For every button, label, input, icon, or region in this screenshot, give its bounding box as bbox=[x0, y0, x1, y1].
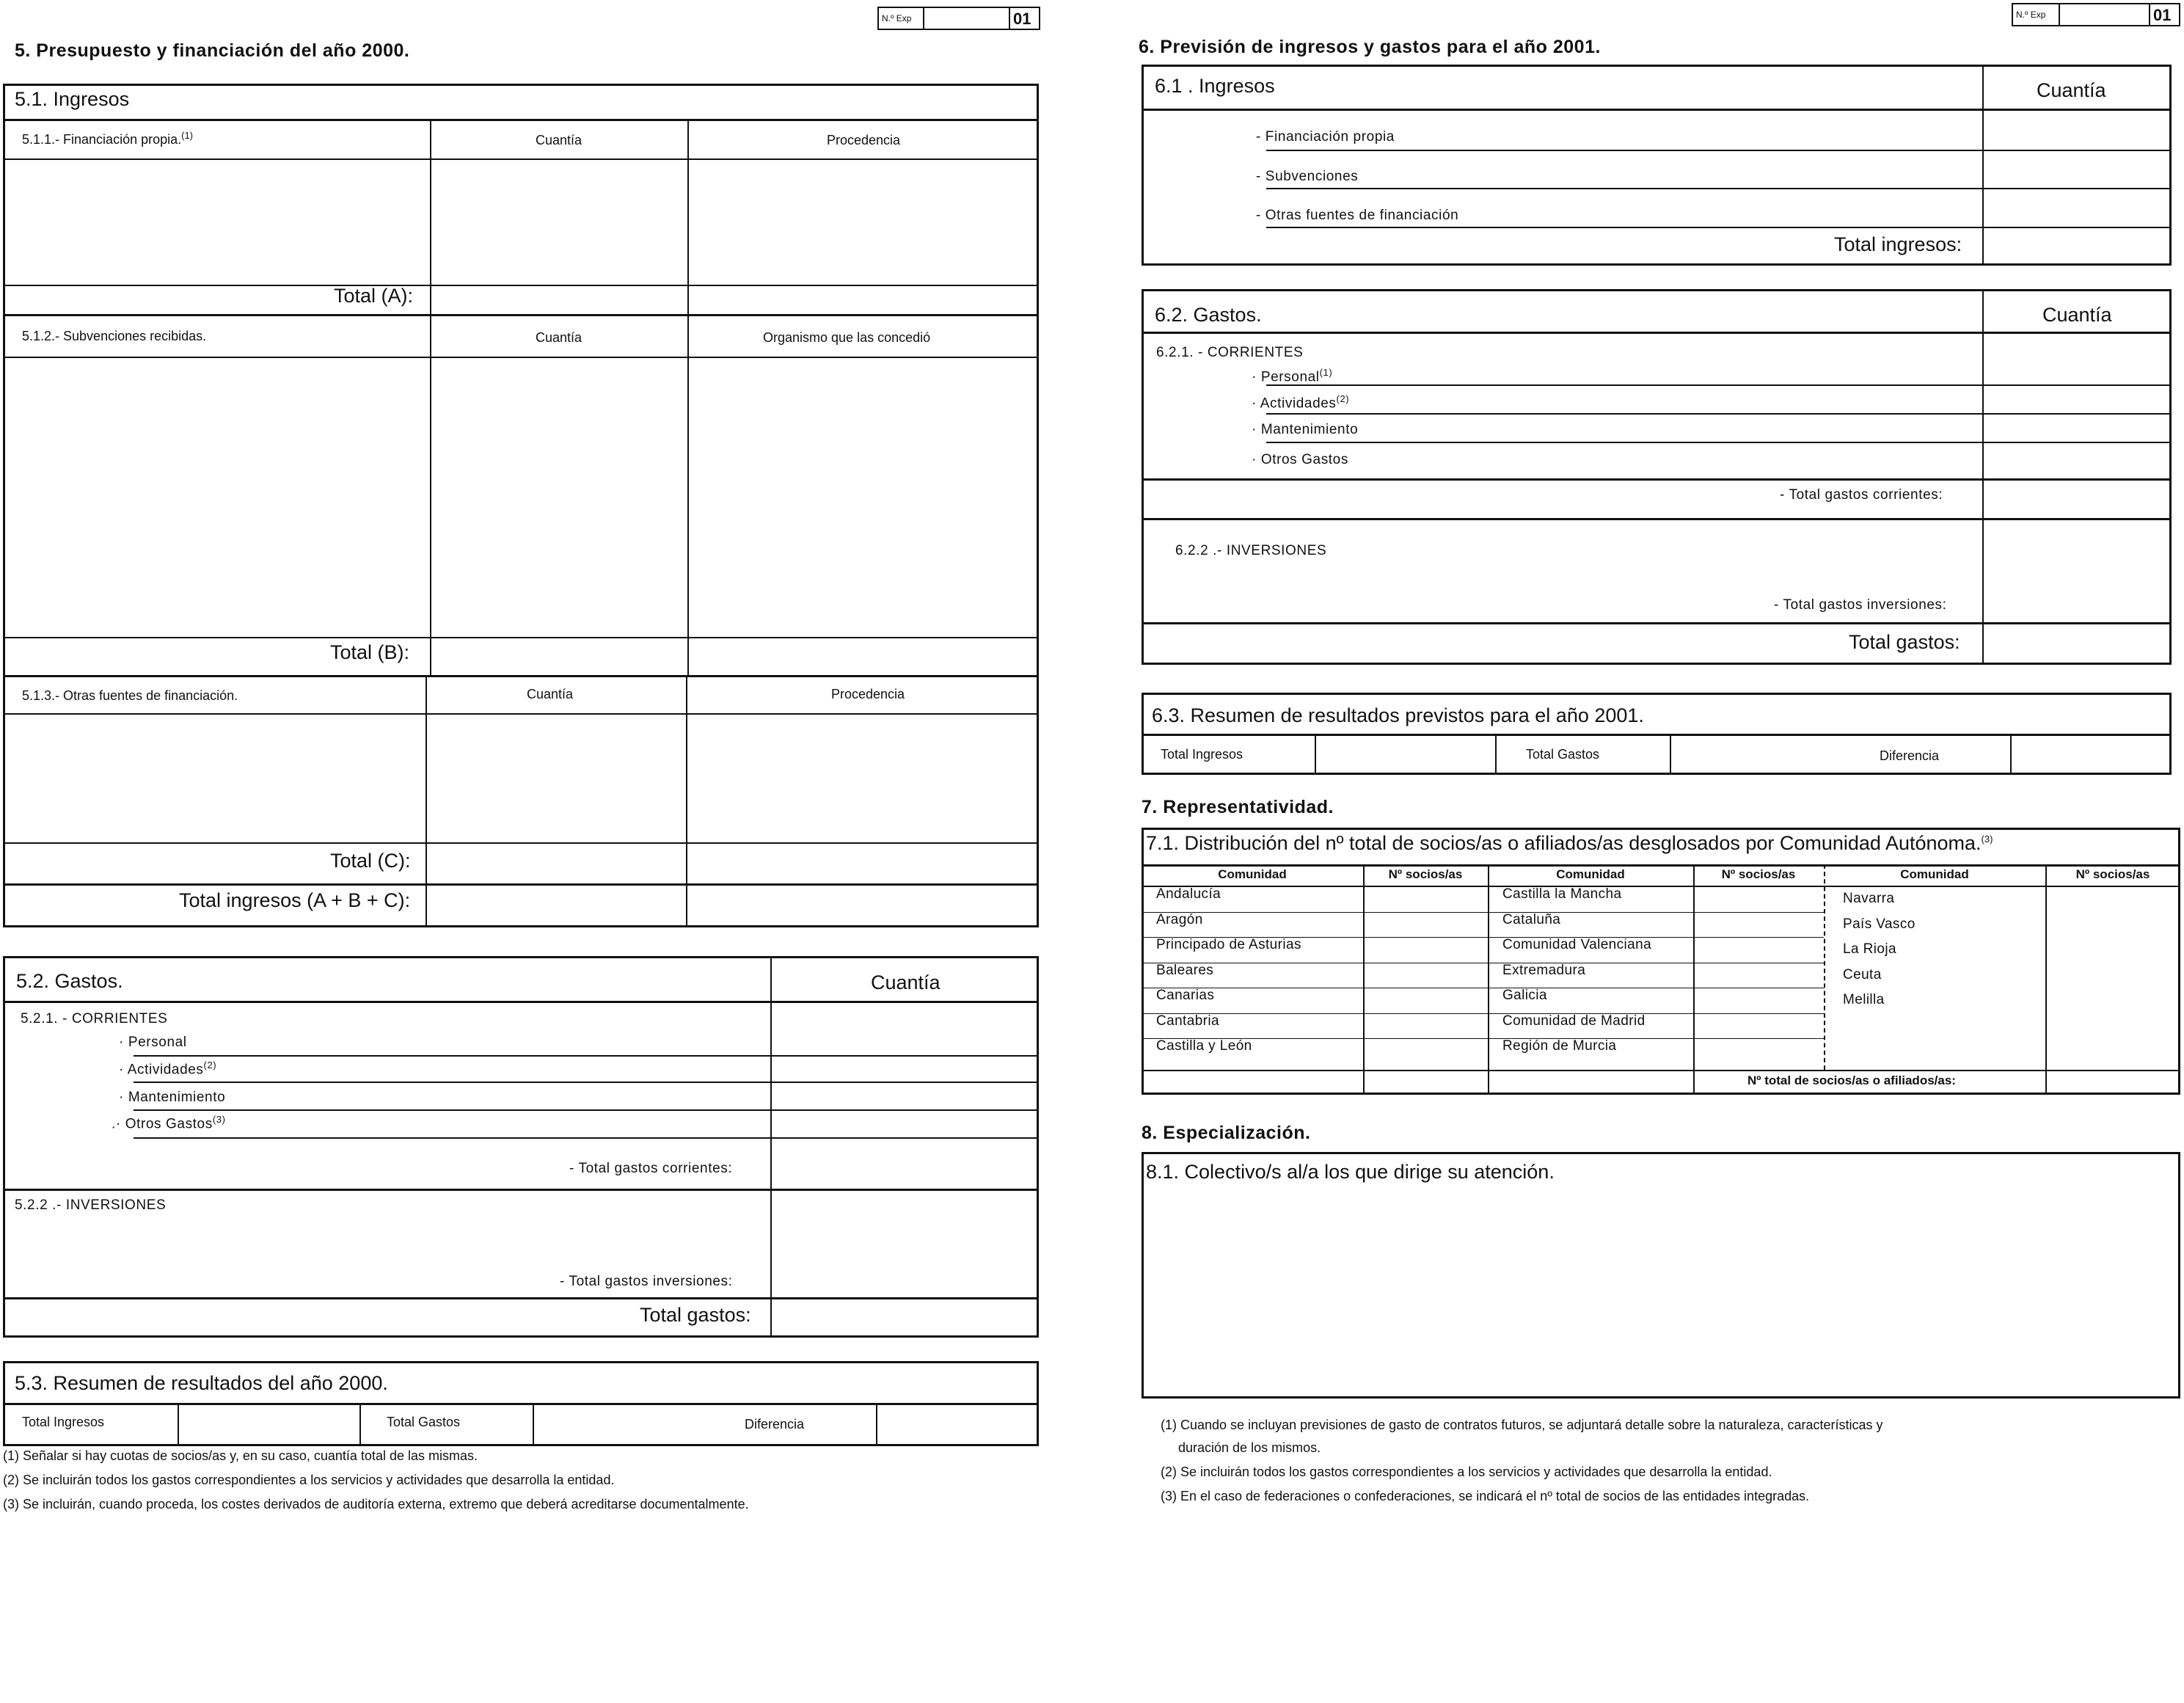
comunidad-label: Navarra bbox=[1843, 891, 1895, 906]
total-gastos-label: Total gastos: bbox=[640, 1304, 751, 1326]
column-header-cuantia: Cuantía bbox=[536, 133, 582, 147]
column-header-cuantia: Cuantía bbox=[527, 687, 574, 701]
corrientes-heading: 6.2.1. - CORRIENTES bbox=[1156, 345, 1304, 360]
footnote-2: (2) Se incluirán todos los gastos correspondientes a los servicios y actividades que desarrolla la entidad. bbox=[1161, 1465, 1772, 1479]
gasto-otros-label: · Otros Gastos bbox=[1252, 452, 1348, 467]
expediente-label: N.º Exp bbox=[882, 13, 912, 23]
subvenciones-organismo-field[interactable] bbox=[692, 362, 1035, 632]
row-5-1-2-label: 5.1.2.- Subvenciones recibidas. bbox=[22, 329, 207, 343]
column-header-socios: Nº socios/as bbox=[1388, 867, 1463, 881]
resumen-total-ingresos-label: Total Ingresos bbox=[22, 1415, 105, 1429]
total-gastos-inversiones-label: - Total gastos inversiones: bbox=[560, 1274, 733, 1289]
section-6-1-title: 6.1 . Ingresos bbox=[1155, 75, 1275, 97]
gasto-mantenimiento-label: · Mantenimiento bbox=[119, 1090, 226, 1105]
column-header-socios: Nº socios/as bbox=[1721, 867, 1796, 881]
gasto-personal-label: · Personal$^{(1)}$ bbox=[1252, 367, 1333, 385]
section-5-1-title: 5.1. Ingresos bbox=[15, 88, 130, 110]
section-6-3-title: 6.3. Resumen de resultados previstos para el año 2001. bbox=[1152, 704, 1644, 726]
column-header-cuantia: Cuantía bbox=[871, 971, 941, 993]
column-header-comunidad: Comunidad bbox=[1556, 867, 1625, 881]
expediente-code: 01 bbox=[2153, 6, 2172, 24]
resumen-total-gastos-label: Total Gastos bbox=[387, 1415, 461, 1429]
expediente-box bbox=[877, 7, 1040, 30]
comunidad-label: Región de Murcia bbox=[1502, 1038, 1617, 1054]
comunidad-label: Galicia bbox=[1502, 988, 1547, 1003]
ingreso-otras-fuentes-label: - Otras fuentes de financiación bbox=[1256, 208, 1459, 223]
gasto-mantenimiento-label: · Mantenimiento bbox=[1252, 422, 1359, 437]
colectivos-textarea[interactable] bbox=[1149, 1192, 2176, 1394]
total-a-label: Total (A): bbox=[334, 285, 414, 307]
comunidad-label: País Vasco bbox=[1843, 916, 1915, 932]
otras-fuentes-cuantia-field[interactable] bbox=[430, 719, 684, 838]
gasto-actividades-label: · Actividades$^{(2)}$ bbox=[1252, 393, 1350, 412]
inversiones-heading: 6.2.2 .- INVERSIONES bbox=[1175, 543, 1327, 558]
expediente-box bbox=[2012, 3, 2180, 26]
resumen-total-ingresos-label: Total Ingresos bbox=[1161, 747, 1243, 762]
footnote-2: (2) Se incluirán todos los gastos correspondientes a los servicios y actividades que desarrolla la entidad. bbox=[3, 1473, 615, 1487]
footnote-1: (1) Cuando se incluyan previsiones de gasto de contratos futuros, se adjuntará detalle sobre la naturaleza, características y bbox=[1161, 1418, 1883, 1432]
section-6-1-ingresos bbox=[1142, 65, 2172, 266]
otras-fuentes-procedencia-field[interactable] bbox=[690, 719, 1035, 838]
comunidad-label: Canarias bbox=[1156, 988, 1215, 1003]
comunidad-label: Cantabria bbox=[1156, 1013, 1219, 1029]
column-header-cuantia: Cuantía bbox=[2037, 79, 2106, 101]
comunidad-label: Aragón bbox=[1156, 911, 1203, 927]
subvenciones-cuantia-field[interactable] bbox=[434, 362, 684, 632]
section-title-6: 6. Previsión de ingresos y gastos para el año 2001. bbox=[1139, 37, 1601, 57]
gasto-actividades-label: · Actividades$^{(2)}$ bbox=[119, 1060, 217, 1078]
comunidad-label: Andalucía bbox=[1156, 886, 1221, 902]
comunidad-label: Ceuta bbox=[1843, 966, 1882, 982]
comunidad-label: Baleares bbox=[1156, 962, 1214, 978]
total-ingresos-label: Total ingresos: bbox=[1834, 233, 1962, 255]
row-5-1-1-label: 5.1.1.- Financiación propia.$^{(1)}$ bbox=[22, 130, 194, 147]
section-5-3-title: 5.3. Resumen de resultados del año 2000. bbox=[15, 1372, 388, 1394]
comunidad-label: Comunidad de Madrid bbox=[1502, 1013, 1646, 1029]
column-header-socios: Nº socios/as bbox=[2075, 867, 2150, 881]
total-gastos-inversiones-label: - Total gastos inversiones: bbox=[1774, 597, 1947, 613]
corrientes-heading: 5.2.1. - CORRIENTES bbox=[21, 1011, 168, 1026]
gasto-personal-label: · Personal bbox=[119, 1035, 187, 1050]
column-header-comunidad: Comunidad bbox=[1900, 867, 1969, 881]
resumen-diferencia-label: Diferencia bbox=[745, 1417, 805, 1432]
footnote-3: (3) En el caso de federaciones o confederaciones, se indicará el nº total de socios de las entidades integradas. bbox=[1161, 1489, 1810, 1503]
column-header-procedencia: Procedencia bbox=[831, 687, 905, 701]
total-gastos-label: Total gastos: bbox=[1849, 631, 1960, 653]
column-header-organismo: Organismo que las concedió bbox=[763, 330, 931, 345]
section-5-2-title: 5.2. Gastos. bbox=[16, 970, 123, 992]
total-ingresos-abc-label: Total ingresos (A + B + C): bbox=[179, 889, 411, 911]
comunidad-label: Cataluña bbox=[1502, 911, 1561, 927]
section-8-1-title: 8.1. Colectivo/s al/a los que dirige su atención. bbox=[1146, 1161, 1555, 1183]
ingreso-financiacion-propia-label: - Financiación propia bbox=[1256, 129, 1395, 145]
financiacion-propia-procedencia-field[interactable] bbox=[692, 164, 1035, 282]
section-title-7: 7. Representatividad. bbox=[1142, 797, 1334, 817]
section-title-5: 5. Presupuesto y financiación del año 2000. bbox=[15, 40, 410, 61]
total-socios-label: Nº total de socios/as o afiliados/as: bbox=[1747, 1073, 1956, 1087]
gasto-otros-label: .· Otros Gastos$^{(3)}$ bbox=[112, 1114, 226, 1132]
footnote-1-continued: duración de los mismos. bbox=[1178, 1440, 1321, 1455]
comunidad-label: Melilla bbox=[1843, 992, 1885, 1007]
column-header-cuantia: Cuantía bbox=[2042, 304, 2112, 326]
footnote-1: (1) Señalar si hay cuotas de socios/as y, en su caso, cuantía total de las mismas. bbox=[3, 1448, 478, 1463]
financiacion-propia-cuantia-field[interactable] bbox=[434, 164, 684, 282]
comunidad-label: Castilla y León bbox=[1156, 1038, 1252, 1054]
comunidad-label: Comunidad Valenciana bbox=[1502, 937, 1652, 952]
inversiones-heading: 5.2.2 .- INVERSIONES bbox=[15, 1197, 167, 1213]
total-c-label: Total (C): bbox=[330, 850, 411, 872]
section-title-8: 8. Especialización. bbox=[1142, 1123, 1311, 1143]
resumen-total-gastos-label: Total Gastos bbox=[1526, 747, 1600, 762]
total-gastos-corrientes-label: - Total gastos corrientes: bbox=[569, 1161, 733, 1176]
row-5-1-3-label: 5.1.3.- Otras fuentes de financiación. bbox=[22, 688, 238, 703]
expediente-label: N.º Exp bbox=[2016, 10, 2046, 20]
column-header-cuantia: Cuantía bbox=[536, 330, 582, 345]
total-gastos-corrientes-label: - Total gastos corrientes: bbox=[1780, 487, 1943, 503]
column-header-procedencia: Procedencia bbox=[827, 133, 901, 147]
footnote-3: (3) Se incluirán, cuando proceda, los costes derivados de auditoría externa, extremo que deberá acreditarse documentalmente. bbox=[3, 1497, 749, 1511]
comunidad-label: Extremadura bbox=[1502, 962, 1586, 978]
ingreso-subvenciones-label: - Subvenciones bbox=[1256, 169, 1359, 184]
section-6-2-title: 6.2. Gastos. bbox=[1155, 304, 1262, 326]
column-header-comunidad: Comunidad bbox=[1218, 867, 1287, 881]
total-b-label: Total (B): bbox=[330, 641, 410, 663]
expediente-code: 01 bbox=[1013, 10, 1031, 28]
comunidad-label: La Rioja bbox=[1843, 941, 1896, 957]
section-7-1-title: 7.1. Distribución del nº total de socios/as o afiliados/as desglosados por Comunidad Autónoma.$^{(3)}$ bbox=[1146, 832, 1993, 854]
resumen-diferencia-label: Diferencia bbox=[1880, 748, 1940, 763]
comunidad-label: Castilla la Mancha bbox=[1502, 886, 1622, 902]
comunidad-label: Principado de Asturias bbox=[1156, 937, 1301, 952]
